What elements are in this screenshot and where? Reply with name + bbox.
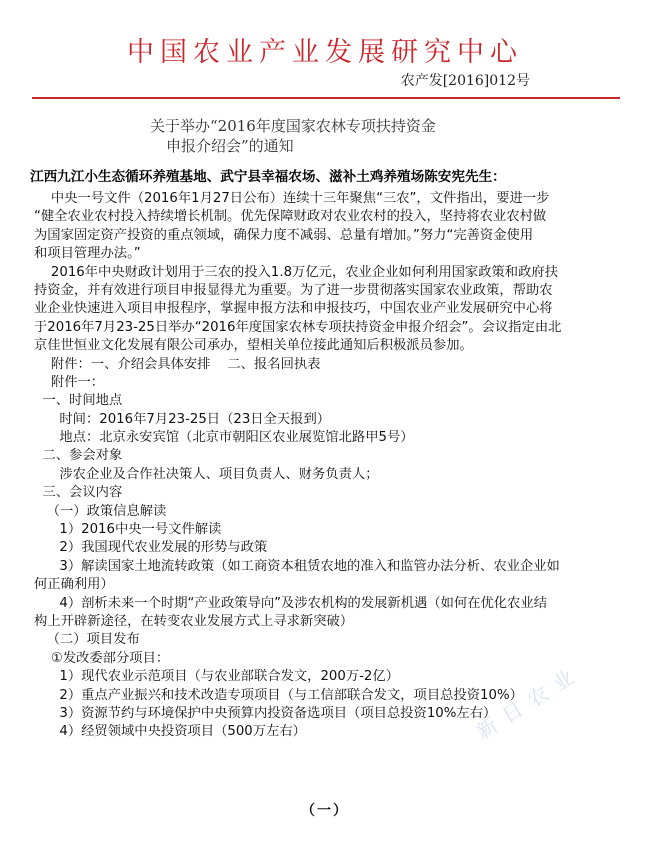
watermark: 新日农业 (472, 659, 587, 744)
list-item: 1）2016中央一号文件解读 (34, 522, 222, 538)
list-item: 3）解读国家土地流转政策（如工商资本租赁农地的准入和监管办法分析、农业企业如 (34, 558, 560, 574)
notice-body (34, 190, 629, 742)
list-item: 4）剖析未来一个时期“产业政策导向”及涉农机构的发展新机遇（如何在优化农业结 (34, 595, 547, 611)
page-number: （一） (301, 803, 349, 819)
list-item: 3）资源节约与环境保护中央预算内投资备选项目（项目总投资10%左右） (34, 705, 497, 721)
subject-line-1: 关于举办“2016年度国家农林专项扶持资金 (150, 117, 436, 135)
body-line: 于2016年7月23-25日举办“2016年度国家农林专项扶持资金申报介绍会”。会议指定由北 (34, 319, 562, 335)
red-divider-line (32, 97, 620, 99)
notice-subject (150, 116, 510, 156)
attachments-line: 附件：一、介绍会具体安排 二、报名回执表 (34, 356, 321, 372)
ndrc-projects-heading: ①发改委部分项目： (34, 650, 170, 666)
body-line: 业企业快速进入项目申报程序，掌握申报方法和申报技巧，中国农业产业发展研究中心将 (34, 301, 553, 317)
body-line: 为国家固定资产投资的重点领域，确保力度不减弱、总量有增加。”努力“完善资金使用 (34, 227, 534, 243)
section-heading-attendees: 二、参会对象 (34, 448, 123, 464)
section-heading-content: 三、会议内容 (34, 485, 123, 501)
subsection-policy: （一）政策信息解读 (34, 503, 167, 519)
meeting-time: 时间：2016年7月23-25日（23日全天报到） (34, 411, 331, 427)
body-line: 京佳世恒业文化发展有限公司承办，望相关单位接此通知后积极派员参加。 (34, 338, 473, 354)
document-number: 农产发[2016]012号 (400, 73, 530, 89)
list-item: 2）我国现代农业发展的形势与政策 (34, 540, 268, 556)
body-line: 和项目管理办法。” (34, 246, 141, 262)
body-line: 持资金，并有效进行项目申报显得尤为重要。为了进一步贯彻落实国家农业政策，帮助农 (34, 282, 553, 298)
attendees-text: 涉农企业及合作社决策人、项目负责人、财务负责人； (34, 466, 379, 482)
list-item: 1）现代农业示范项目（与农业部联合发文，200万-2亿） (34, 669, 399, 685)
attachment-one-heading: 附件一： (34, 374, 105, 390)
salutation-recipients: 江西九江小生态循环养殖基地、武宁县幸福农场、滋补土鸡养殖场陈安宪先生： (30, 169, 506, 185)
body-line: “健全农业农村投入持续增长机制。优先保障财政对农业农村的投入，坚持将农业农村做 (34, 209, 547, 225)
subject-line-2: 申报介绍会”的通知 (166, 137, 294, 155)
meeting-place: 地点：北京永安宾馆（北京市朝阳区农业展览馆北路甲5号） (34, 430, 414, 446)
section-heading-time-place: 一、时间地点 (34, 393, 123, 409)
body-line: 2016年中央财政计划用于三农的投入1.8万亿元，农业企业如何利用国家政策和政府扶 (34, 264, 558, 280)
list-item-continued: 何正确利用） (34, 577, 114, 593)
list-item-continued: 构上开辟新途径，在转变农业发展方式上寻求新突破） (34, 613, 354, 629)
subsection-projects: （二）项目发布 (34, 632, 140, 648)
list-item: 2）重点产业振兴和技术改造专项项目（与工信部联合发文，项目总投资10%） (34, 687, 523, 703)
body-line: 中央一号文件（2016年1月27日公布）连续十三年聚焦“三农”，文件指出，要进一步 (34, 191, 550, 206)
org-name-heading: 中国农业产业发展研究中心 (127, 37, 523, 68)
list-item: 4）经贸领域中央投资项目（500万左右） (34, 724, 306, 740)
